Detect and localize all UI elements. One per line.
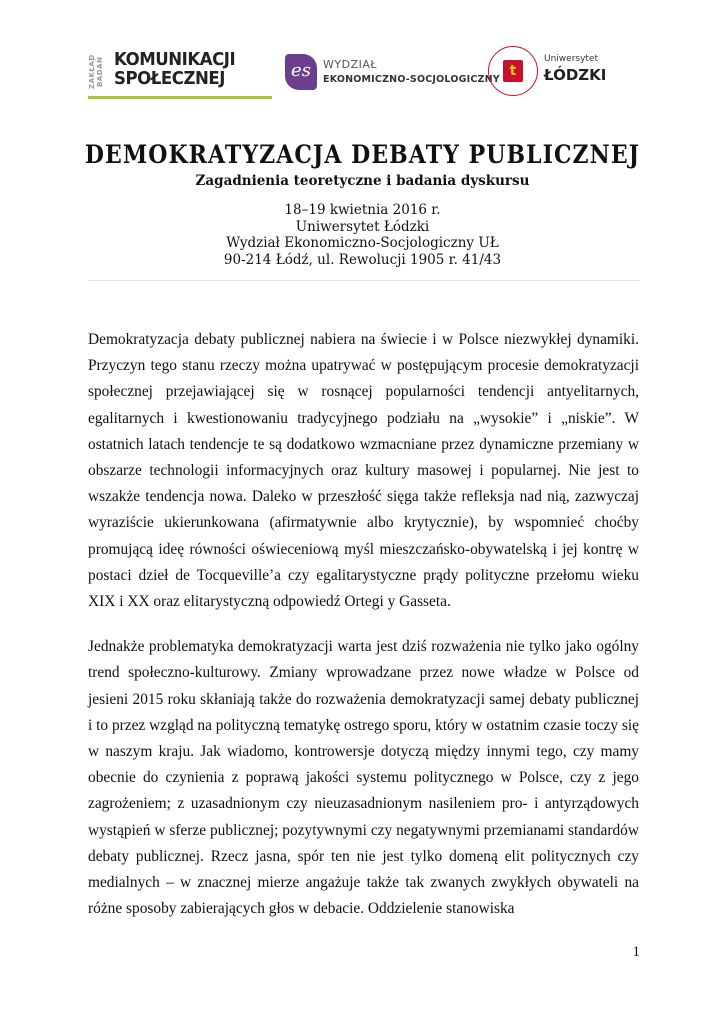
logo2-line1: WYDZIAŁ — [323, 58, 378, 71]
paragraph-2: Jednakże problematyka demokratyzacji warta jest dziś rozważenia nie tylko jako ogólny trend społeczno-kulturowy. Zmiany wprowadzane przez nowe władze w Polsce od jesieni 2015 roku skłaniają także do rozważenia demokratyzacji samej debaty publicznej i to przez wzgląd na polityczną tematykę ostrego sporu, który w ostatnim czasie toczy się w naszym kraju. Jak wiadomo, kontrowersje dotyczą między innymi tego, czy mamy obecnie do czynienia z poprawą jakości systemu politycznego w Polsce, czy z jego zagrożeniem; z uzasadnionym czy nieuzasadnionym nasileniem pro- i antyrządowych wystąpień w sferze publicznej; pozytywnymi czy negatywnymi przemianami standardów debaty publicznej. Rzecz jasna, spór ten nie jest tylko domeną elit politycznych czy medialnych – w znacznej mierze angażuje także tak zwanych zwykłych obywateli na różne sposoby zabierających głos w debacie. Oddzielenie stanowiska — [88, 638, 639, 918]
logo-zaklad-badan-komunikacji-spolecznej — [88, 50, 272, 96]
header-divider — [88, 280, 640, 281]
event-university: Uniwersytet Łódzki — [295, 218, 430, 235]
logo-uniwersytet-lodzki — [488, 42, 608, 102]
logo-wydzial-ekonomiczno-socjologiczny — [285, 54, 500, 100]
event-address: 90-214 Łódź, ul. Rewolucji 1905 r. 41/43 — [223, 251, 502, 268]
event-info — [0, 202, 725, 268]
logo3-line1: Uniwersytet — [544, 54, 598, 64]
paragraph-1: Demokratyzacja debaty publicznej nabiera na świecie i w Polsce niezwykłej dynamiki. Przyczyn tego stanu rzeczy można upatrywać w postępującym procesie demokratyzacji społecznej przejawiającej się w rosnącej popularności tendencji antyelitarnych, egalitarnych i kwestionowaniu tradycyjnego podziału na „wysokie” i „niskie”. W ostatnich latach tendencje te są dodatkowo wzmacniane przez dynamiczne przemiany w obszarze technologii informacyjnych oraz kultury masowej i popularnej. Nie jest to wszakże tendencja nowa. Daleko w przeszłość sięga także refleksja nad nią, zazwyczaj wyraziście ukierunkowana (afirmatywnie albo krytycznie), by wspomnieć choćby promującą ideę równości oświeceniową myśl mieszczańsko-obywatelską i jej kontrę w postaci dzieł de Tocqueville’a czy egalitarystyczne prądy polityczne przełomu wieku XIX i XX oraz elitarystyczną odpowiedź Ortegi y Gasseta. — [88, 331, 639, 611]
logo1-underline — [88, 96, 272, 99]
logo1-wordmark — [114, 50, 235, 88]
logo2-line2: EKONOMICZNO-SOCJOLOGICZNY — [323, 74, 500, 85]
document-subtitle: Zagadnienia teoretyczne i badania dyskursu — [195, 173, 530, 189]
document-header — [0, 138, 725, 268]
document-title: DEMOKRATYZACJA DEBATY PUBLICZNEJ — [84, 140, 641, 169]
logo3-line2: ŁÓDZKI — [544, 66, 607, 84]
logo1-line2: SPOŁECZNEJ — [114, 68, 225, 89]
document-body — [88, 327, 639, 941]
es-logo-icon: es — [285, 54, 317, 90]
event-faculty: Wydział Ekonomiczno-Socjologiczny UŁ — [226, 235, 499, 251]
page-number: 1 — [632, 944, 640, 960]
logo1-side-text: ZAKŁAD BADAŃ — [88, 54, 104, 90]
university-seal-icon — [488, 46, 538, 96]
event-date: 18–19 kwietnia 2016 r. — [284, 202, 441, 218]
seal-emblem: t — [503, 60, 523, 82]
logo-strip — [88, 42, 608, 102]
logo1-line1: KOMUNIKACJI — [114, 49, 236, 70]
